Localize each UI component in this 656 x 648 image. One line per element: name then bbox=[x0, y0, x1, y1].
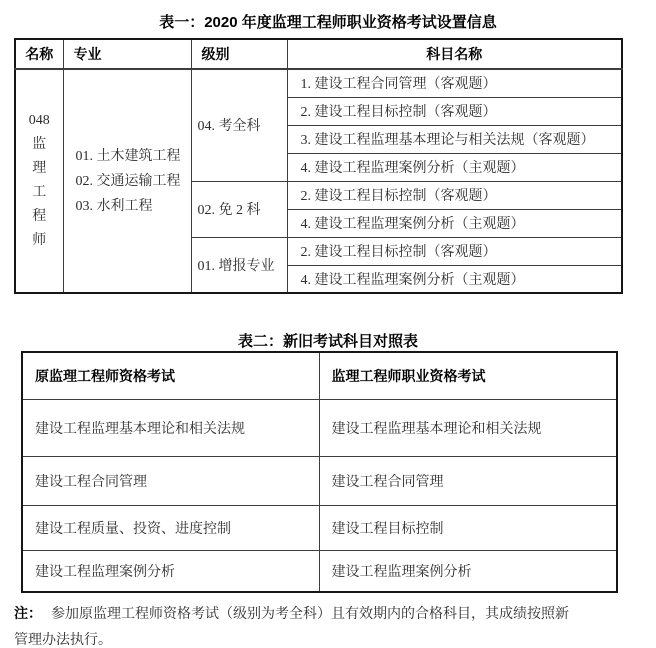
major-item: 02. 交通运输工程 bbox=[75, 173, 181, 189]
table-row bbox=[22, 456, 617, 505]
old-subject-cell: 建设工程质量、投资、进度控制 bbox=[22, 505, 319, 550]
footnote-line-2: 管理办法执行。 bbox=[14, 633, 112, 648]
name-char: 程 bbox=[32, 209, 47, 224]
new-subject-cell: 建设工程监理基本理论和相关法规 bbox=[319, 399, 617, 456]
col-header-old-exam: 原监理工程师资格考试 bbox=[22, 352, 319, 399]
name-char: 理 bbox=[32, 161, 47, 176]
table2-header-row bbox=[22, 352, 617, 399]
table-row bbox=[22, 399, 617, 456]
table-row bbox=[15, 69, 622, 97]
level-cell-additional-major: 01. 增报专业 bbox=[191, 237, 287, 293]
subject-cell: 1. 建设工程合同管理（客观题） bbox=[287, 69, 622, 97]
level-cell-exempt-two: 02. 免 2 科 bbox=[191, 181, 287, 237]
old-subject-cell: 建设工程监理基本理论和相关法规 bbox=[22, 399, 319, 456]
subject-comparison-table bbox=[21, 351, 618, 593]
table1-title: 表一：2020 年度监理工程师职业资格考试设置信息 bbox=[159, 14, 497, 31]
exam-setup-table bbox=[14, 38, 623, 294]
col-header-major: 专业 bbox=[63, 39, 191, 69]
subject-cell: 4. 建设工程监理案例分析（主观题） bbox=[287, 265, 622, 293]
table2-title: 表二：新旧考试科目对照表 bbox=[237, 333, 418, 350]
table-row bbox=[22, 505, 617, 550]
name-char: 监 bbox=[32, 137, 47, 152]
col-header-new-exam: 监理工程师职业资格考试 bbox=[319, 352, 617, 399]
new-subject-cell: 建设工程目标控制 bbox=[319, 505, 617, 550]
subject-cell: 4. 建设工程监理案例分析（主观题） bbox=[287, 209, 622, 237]
major-item: 03. 水利工程 bbox=[75, 198, 153, 214]
subject-cell: 2. 建设工程目标控制（客观题） bbox=[287, 237, 622, 265]
major-item: 01. 土木建筑工程 bbox=[75, 148, 181, 164]
subject-cell: 2. 建设工程目标控制（客观题） bbox=[287, 181, 622, 209]
footnote bbox=[14, 600, 640, 648]
new-subject-cell: 建设工程监理案例分析 bbox=[319, 550, 617, 592]
name-char: 工 bbox=[32, 185, 47, 200]
subject-cell: 4. 建设工程监理案例分析（主观题） bbox=[287, 153, 622, 181]
table1-header-row bbox=[15, 39, 622, 69]
col-header-level: 级别 bbox=[191, 39, 287, 69]
subject-cell: 2. 建设工程目标控制（客观题） bbox=[287, 97, 622, 125]
old-subject-cell: 建设工程合同管理 bbox=[22, 456, 319, 505]
name-char: 师 bbox=[32, 233, 47, 248]
major-cell bbox=[63, 69, 191, 293]
name-cell bbox=[15, 69, 63, 293]
footnote-text: 参加原监理工程师资格考试（级别为考全科）且有效期内的合格科目，其成绩按照新 bbox=[51, 607, 569, 622]
subject-cell: 3. 建设工程监理基本理论与相关法规（客观题） bbox=[287, 125, 622, 153]
new-subject-cell: 建设工程合同管理 bbox=[319, 456, 617, 505]
col-header-subject: 科目名称 bbox=[287, 39, 622, 69]
footnote-label: 注： bbox=[14, 605, 42, 621]
col-header-name: 名称 bbox=[15, 39, 63, 69]
level-cell-full-exam: 04. 考全科 bbox=[191, 69, 287, 181]
name-code: 048 bbox=[28, 113, 50, 128]
footnote-line-1 bbox=[14, 600, 640, 628]
old-subject-cell: 建设工程监理案例分析 bbox=[22, 550, 319, 592]
table-row bbox=[22, 550, 617, 592]
